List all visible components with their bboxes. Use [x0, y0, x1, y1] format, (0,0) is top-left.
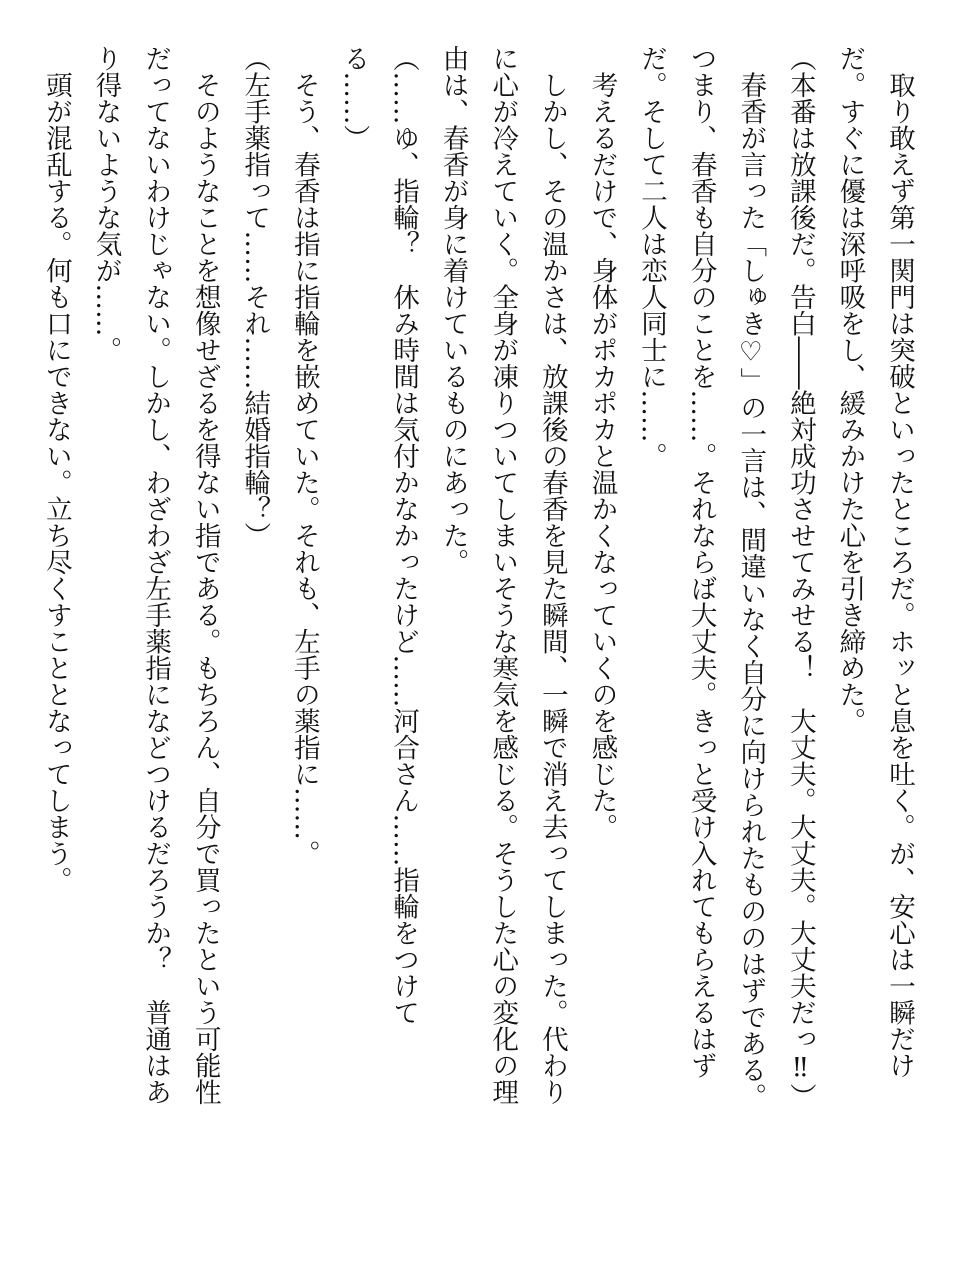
text-line: （……ゆ、指輪？ 休み時間は気付かなかったけど……河合さん……指輪をつけて — [388, 45, 420, 1026]
text-line: しかし、その温かさは、放課後の春香を見た瞬間、一瞬で消え去ってしまった。代わり — [536, 45, 568, 1105]
text-line: 春香が言った「しゅき♡」の一言は、間違いなく自分に向けられたもののはずである。 — [735, 45, 767, 1110]
text-line: だ。そして二人は恋人同士に……。 — [636, 45, 668, 469]
text-line: 頭が混乱する。何も口にできない。立ち尽くすこととなってしまう。 — [40, 45, 72, 893]
text-line: そう、春香は指に指輪を嵌めていた。それも、左手の薬指に……。 — [288, 45, 320, 867]
text-line: 取り敢えず第一関門は突破といったところだ。ホッと息を吐く。が、安心は一瞬だけ — [884, 45, 915, 1079]
text-line: （本番は放課後だ。告白――絶対成功させてみせる！ 大丈夫。大丈夫。大丈夫だっ‼） — [784, 45, 816, 1110]
text-line: り得ないような気が……。 — [90, 45, 122, 363]
vertical-text-body — [24, 45, 924, 1265]
text-line: つまり、春香も自分のことを……。それならば大丈夫。きっと受け入れてもらえるはず — [685, 45, 717, 1079]
text-line: （左手薬指って……それ……結婚指輪？） — [239, 45, 271, 549]
text-line: 考えるだけで、身体がポカポカと温かくなっていくのを感じた。 — [586, 45, 618, 840]
text-line: る……） — [338, 45, 370, 151]
text-line: そのようなことを想像せざるを得ない指である。もちろん、自分で買ったという可能性 — [189, 45, 221, 1105]
text-line: に心が冷えていく。全身が凍りついてしまいそうな寒気を感じる。そうした心の変化の理 — [487, 45, 519, 1105]
text-line: だってないわけじゃない。しかし、わざわざ左手薬指になどつけるだろうか？ 普通はあ — [140, 45, 172, 1105]
text-line: だ。すぐに優は深呼吸をし、緩みかけた心を引き締めた。 — [834, 45, 866, 734]
text-line: 由は、春香が身に着けているものにあった。 — [437, 45, 469, 575]
